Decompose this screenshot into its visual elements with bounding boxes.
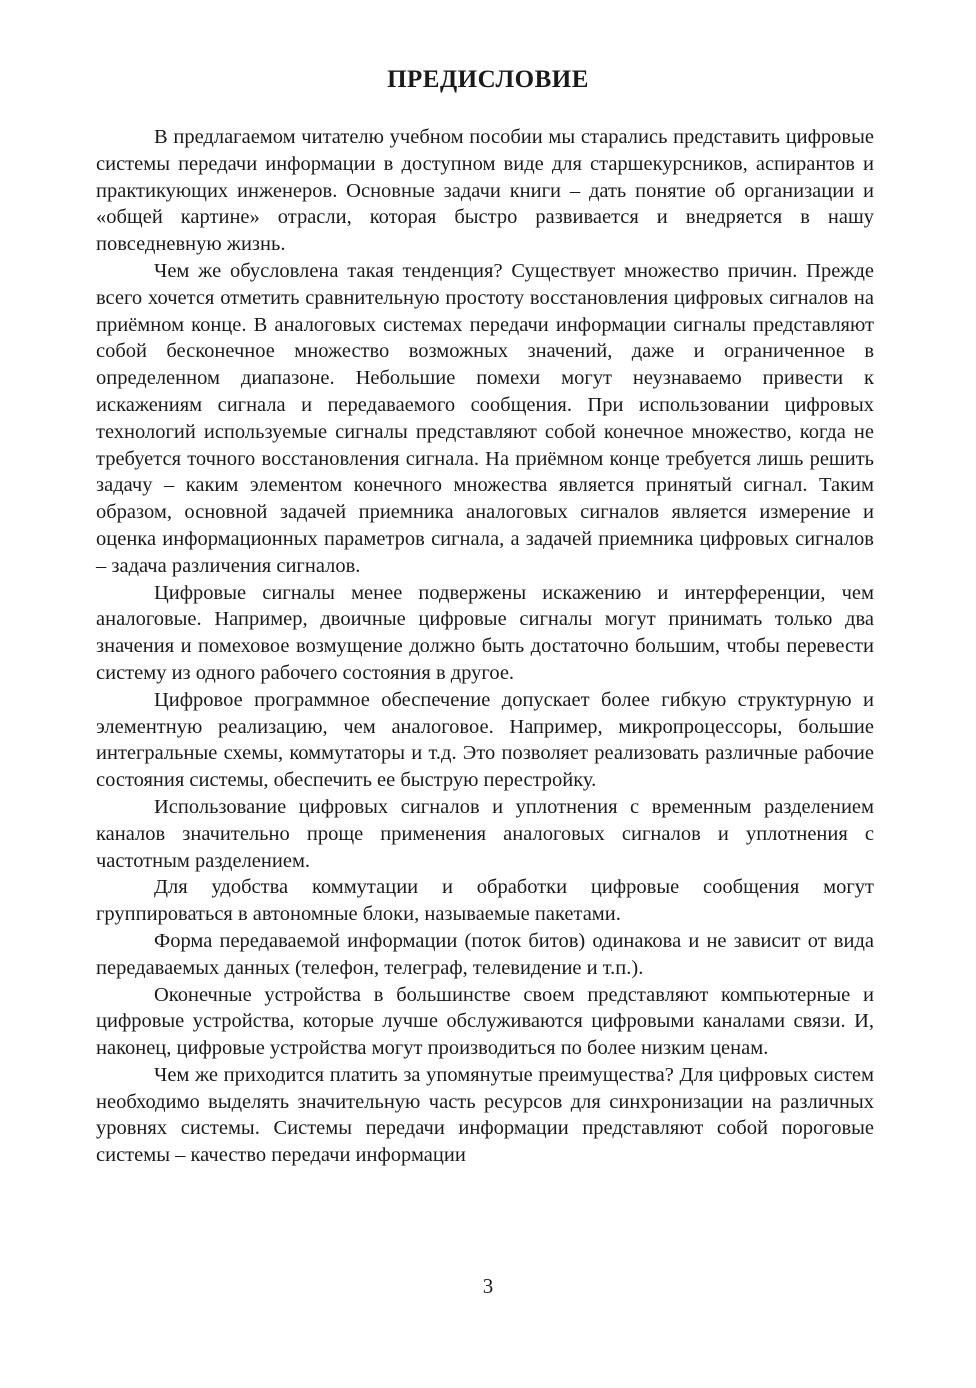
paragraph-1: В предлагаемом читателю учебном пособии мы старались представить цифровые системы передачи информации в доступном виде для старшекурсников, аспирантов и практикующих инженеров. Основные задачи книги – дать понятие об организации и «общей картине» отрасли, которая быстро развивается и внедряется в нашу повседневную жизнь. (96, 126, 874, 256)
paragraph-8: Оконечные устройства в большинстве своем представляют компьютерные и цифровые устройства, которые лучше обслуживаются цифровыми каналами связи. И, наконец, цифровые устройства могут производиться по более низким ценам. (96, 983, 874, 1060)
body-text (96, 124, 874, 1169)
paragraph-4: Цифровое программное обеспечение допускает более гибкую структурную и элементную реализацию, чем аналоговое. Например, микропроцессоры, большие интегральные схемы, коммутаторы и т.д. Это позволяет реализовать различные рабочие состояния системы, обеспечить ее быструю перестройку. (96, 688, 874, 792)
paragraph-3: Цифровые сигналы менее подвержены искажению и интерференции, чем аналоговые. Например, двоичные цифровые сигналы могут принимать только два значения и помеховое возмущение должно быть достаточно большим, чтобы перевести систему из одного рабочего состояния в другое. (96, 581, 874, 684)
paragraph-5: Использование цифровых сигналов и уплотнения с временным разделением каналов значительно проще применения аналоговых сигналов и уплотнения с частотным разделением. (96, 795, 874, 872)
page-number: 3 (482, 1274, 494, 1298)
paragraph-6: Для удобства коммутации и обработки цифровые сообщения могут группироваться в автономные блоки, называемые пакетами. (96, 876, 874, 926)
paragraph-7: Форма передаваемой информации (поток битов) одинакова и не зависит от вида передаваемых данных (телефон, телеграф, телевидение и т.п.). (96, 929, 874, 979)
page-title: ПРЕДИСЛОВИЕ (387, 66, 589, 93)
paragraph-2: Чем же обусловлена такая тенденция? Существует множество причин. Прежде всего хочется отметить сравнительную простоту восстановления цифровых сигналов на приёмном конце. В аналоговых системах передачи информации сигналы представляют собой бесконечное множество возможных значений, даже и ограниченное в определенном диапазоне. Небольшие помехи могут неузнаваемо привести к искажениям сигнала и передаваемого сообщения. При использовании цифровых технологий используемые сигналы представляют собой конечное множество, когда не требуется точного восстановления сигнала. На приёмном конце требуется лишь решить задачу – каким элементом конечного множества является принятый сигнал. Таким образом, основной задачей приемника аналоговых сигналов является измерение и оценка информационных параметров сигнала, а задачей приемника цифровых сигналов – задача различения сигналов. (96, 259, 874, 577)
paragraph-9: Чем же приходится платить за упомянутые преимущества? Для цифровых систем необходимо выделять значительную часть ресурсов для синхронизации на различных уровнях системы. Системы передачи информации представляют собой пороговые системы – качество передачи информации (96, 1063, 874, 1167)
